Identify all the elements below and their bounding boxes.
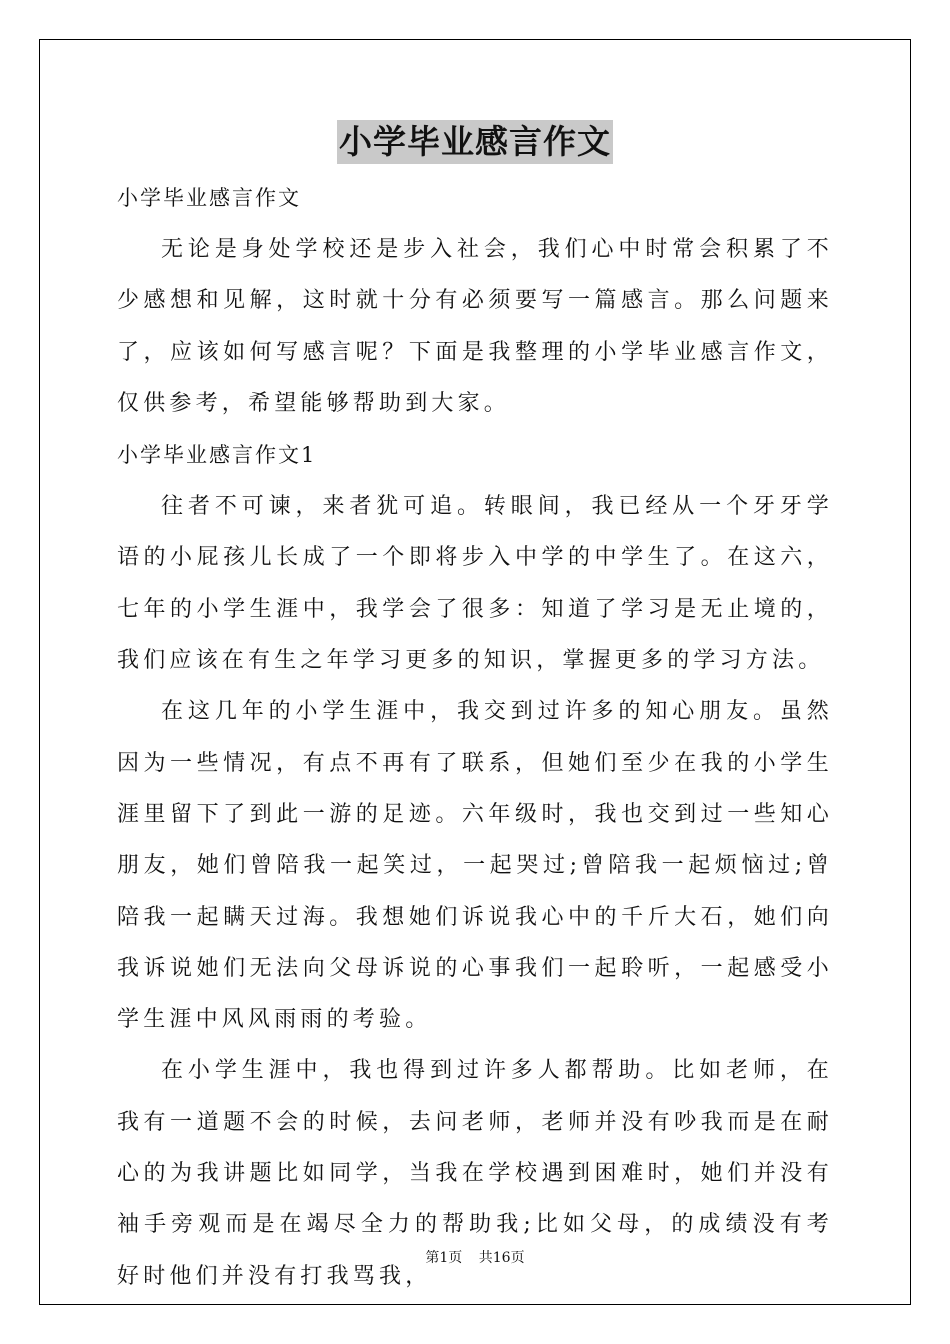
document-title: 小学毕业感言作文	[337, 120, 613, 164]
subtitle: 小学毕业感言作文	[117, 186, 301, 210]
page-number: 第1页	[425, 1250, 463, 1266]
document-body	[117, 120, 833, 1302]
section-heading: 小学毕业感言作文1	[117, 443, 317, 468]
page-total: 共16页	[478, 1250, 525, 1266]
body-paragraph-1: 往者不可谏，来者犹可追。转眼间，我已经从一个牙牙学语的小屁孩儿长成了一个即将步入中学的中学生了。在这六，七年的小学生涯中，我学会了很多：知道了学习是无止境的，我们应该在有生之年学习更多的知识，掌握更多的学习方法。	[117, 494, 833, 674]
body-paragraph-2: 在这几年的小学生涯中，我交到过许多的知心朋友。虽然因为一些情况，有点不再有了联系，但她们至少在我的小学生涯里留下了到此一游的足迹。六年级时，我也交到过一些知心朋友，她们曾陪我一起笑过，一起哭过;曾陪我一起烦恼过;曾陪我一起瞒天过海。我想她们诉说我心中的千斤大石，她们向我诉说她们无法向父母诉说的心事我们一起聆听，一起感受小学生涯中风风雨雨的考验。	[117, 699, 833, 1033]
title-container	[117, 120, 833, 172]
body-paragraph-3: 在小学生涯中，我也得到过许多人都帮助。比如老师，在我有一道题不会的时候，去问老师，老师并没有吵我而是在耐心的为我讲题比如同学，当我在学校遇到困难时，她们并没有袖手旁观而是在竭尽全力的帮助我;比如父母，的成绩没有考好时他们并没有打我骂我，	[117, 1058, 833, 1289]
intro-paragraph: 无论是身处学校还是步入社会，我们心中时常会积累了不少感想和见解，这时就十分有必须要写一篇感言。那么问题来了，应该如何写感言呢？下面是我整理的小学毕业感言作文，仅供参考，希望能够帮助到大家。	[117, 237, 833, 416]
page-footer	[0, 1247, 950, 1267]
